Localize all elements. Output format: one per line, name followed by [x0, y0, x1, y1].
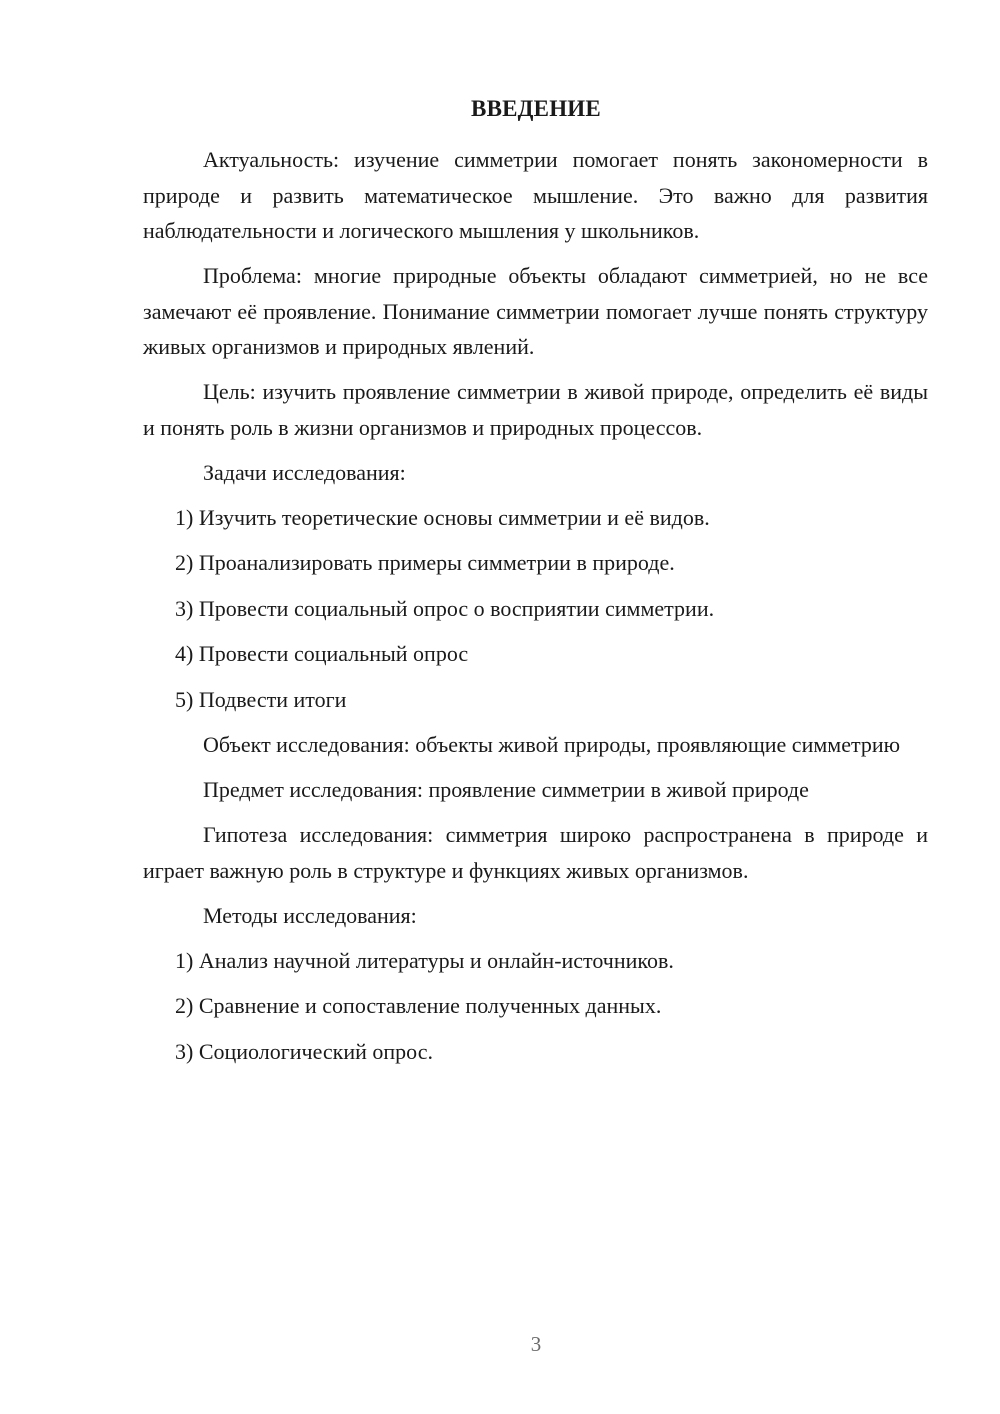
paragraph-relevance: Актуальность: изучение симметрии помогает понять закономерности в природе и развить математическое мышление. Это важно для развития наблюдательности и логического мышления у школьников. [143, 147, 928, 243]
paragraph-hypothesis: Гипотеза исследования: симметрия широко распространена в природе и играет важную роль в структуре и функциях живых организмов. [143, 822, 928, 883]
task-item: 1) Изучить теоретические основы симметрии и её видов. [175, 504, 710, 530]
task-item: 5) Подвести итоги [175, 686, 347, 712]
method-item: 2) Сравнение и сопоставление полученных данных. [175, 993, 662, 1018]
method-item: 1) Анализ научной литературы и онлайн-источников. [175, 947, 674, 973]
task-item: 4) Провести социальный опрос [175, 641, 469, 666]
method-item: 3) Социологический опрос. [175, 1038, 433, 1064]
task-item: 2) Проанализировать примеры симметрии в природе. [175, 550, 675, 575]
paragraph-tasks-heading: Задачи исследования: [203, 459, 406, 485]
section-title: ВВЕДЕНИЕ [471, 96, 601, 121]
paragraph-subject: Предмет исследования: проявление симметрии в живой природе [203, 777, 809, 802]
body-text [143, 142, 928, 1079]
paragraph-methods-heading: Методы исследования: [203, 902, 417, 928]
paragraph-goal: Цель: изучить проявление симметрии в живой природе, определить её виды и понять роль в жизни организмов и природных процессов. [143, 379, 928, 440]
task-item: 3) Провести социальный опрос о восприятии симметрии. [175, 595, 715, 621]
page-number: 3 [530, 1332, 542, 1356]
paragraph-object: Объект исследования: объекты живой природы, проявляющие симметрию [203, 732, 901, 757]
paragraph-problem: Проблема: многие природные объекты обладают симметрией, но не все замечают её проявление. Понимание симметрии помогает лучше понять структуру живых организмов и природных явлений. [143, 263, 928, 359]
